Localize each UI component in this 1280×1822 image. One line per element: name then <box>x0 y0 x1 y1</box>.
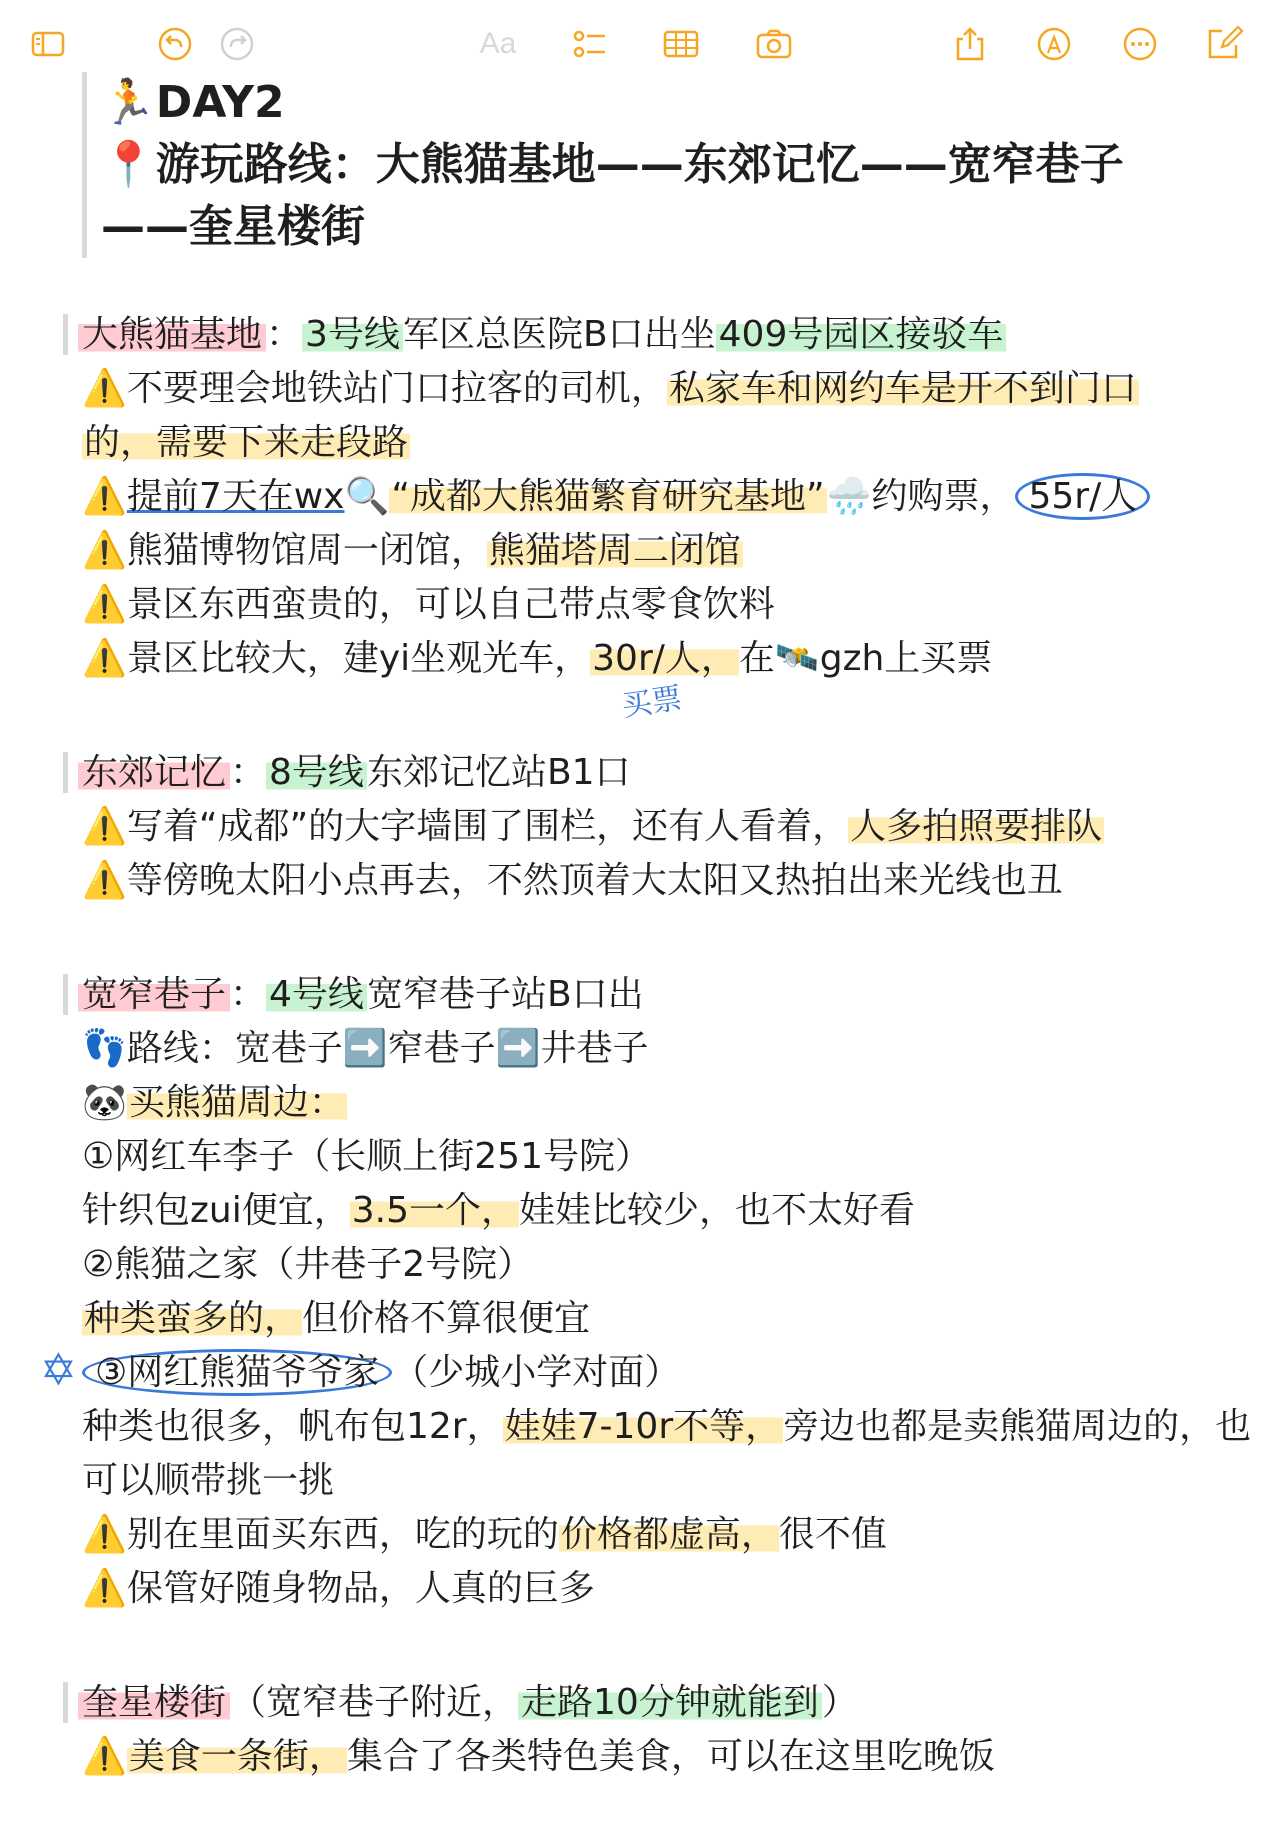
section-kuanzhai <box>40 968 1252 1616</box>
section-panda-base <box>82 308 1252 725</box>
compose-icon[interactable] <box>1205 24 1245 64</box>
tip-line: ⚠️等傍晚太阳小点再去，不然顶着大太阳又热拍出来光线也丑 <box>82 860 1063 901</box>
redo-icon[interactable] <box>217 24 257 64</box>
more-icon[interactable] <box>1120 24 1160 64</box>
tip-line: ⚠️美食一条街，集合了各类特色美食，可以在这里吃晚饭 <box>82 1736 995 1777</box>
title-block <box>82 72 1252 258</box>
shop-title: 🐼买熊猫周边： <box>82 1082 345 1123</box>
star-doodle: ✡ <box>40 1345 77 1396</box>
camera-icon[interactable] <box>754 24 794 64</box>
undo-icon[interactable] <box>155 24 195 64</box>
tip-line: ⚠️写着“成都”的大字墙围了围栏，还有人看着，人多拍照要排队 <box>82 806 1103 847</box>
share-icon[interactable] <box>950 24 990 64</box>
tip-line: ⚠️保管好随身物品，人真的巨多 <box>82 1568 595 1609</box>
route-title-cont: ——奎星楼街 <box>101 201 365 252</box>
tip-line: ⚠️不要理会地铁站门口拉客的司机，私家车和网约车是开不到门口 <box>82 368 1137 409</box>
tip-line: ⚠️提前7天在wx🔍“成都大熊猫繁育研究基地”🌧️约购票， 55r/人 <box>82 470 1252 524</box>
shop-2: ②熊猫之家（井巷子2号院） <box>82 1244 534 1285</box>
tip-line: ⚠️别在里面买东西，吃的玩的价格都虚高，很不值 <box>82 1514 887 1555</box>
section-heading: 奎星楼街 （宽窄巷子附近，走路10分钟就能到） <box>63 1676 1252 1730</box>
shop-3: ✡ ③网红熊猫爷爷家 （少城小学对面） <box>40 1345 681 1396</box>
section-heading: 大熊猫基地 ：3号线军区总医院B口出坐409号园区接驳车 <box>63 308 1252 362</box>
note-body[interactable] <box>40 72 1252 1822</box>
checklist-icon[interactable] <box>570 24 610 64</box>
sidebar-icon[interactable] <box>28 24 68 64</box>
shop-3-desc: 种类也很多，帆布包12r，娃娃7-10r不等，旁边也都是卖熊猫周边的，也可以顺带挑一挑 <box>82 1406 1252 1501</box>
section-heading: 东郊记忆 ：8号线东郊记忆站B1口 <box>63 746 1252 800</box>
table-icon[interactable] <box>661 24 701 64</box>
font-label: Aa <box>479 27 517 60</box>
route-title: 📍游玩路线：大熊猫基地——东郊记忆——宽窄巷子 <box>101 139 1124 190</box>
tip-line: ⚠️景区东西蛮贵的，可以自己带点零食饮料 <box>82 584 775 625</box>
markup-icon[interactable] <box>1034 24 1074 64</box>
section-heading: 宽窄巷子 ：4号线宽窄巷子站B口出 <box>63 968 1252 1022</box>
section-dongjiao <box>82 746 1252 908</box>
route-line: 👣路线：宽巷子➡️窄巷子➡️井巷子 <box>82 1028 649 1069</box>
handwritten-note: 买票 <box>619 681 685 725</box>
shop-2-desc: 种类蛮多的，但价格不算很便宜 <box>84 1298 591 1339</box>
tip-line: ⚠️景区比较大，建yi坐观光车，30r/人，在🛰️gzh上买票 买票 <box>82 632 1252 686</box>
tip-line: ⚠️熊猫博物馆周一闭馆，熊猫塔周二闭馆 <box>82 530 741 571</box>
shop-1: ①网红车李子（长顺上街251号院） <box>82 1136 651 1177</box>
tip-line-cont: 的，需要下来走段路 <box>84 422 409 463</box>
shop-1-desc: 针织包zui便宜，3.5一个，娃娃比较少，也不太好看 <box>82 1190 915 1231</box>
section-kuixing <box>82 1676 1252 1784</box>
day-title: 🏃DAY2 <box>101 77 285 128</box>
font-button[interactable] <box>478 24 518 64</box>
